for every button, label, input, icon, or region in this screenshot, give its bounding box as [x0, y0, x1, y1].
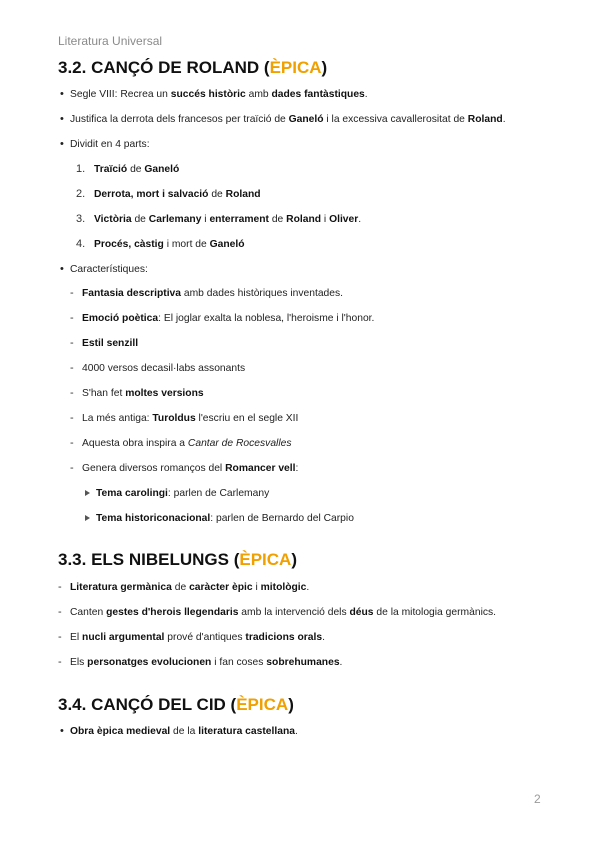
list-number: 3.: [76, 213, 86, 225]
section-title-cid: 3.4. CANÇÓ DEL CID (ÈPICA): [58, 695, 294, 714]
dash-icon: -: [70, 387, 74, 399]
bullet-icon: •: [60, 138, 64, 150]
list-item: El nucli argumental prové d'antiques tradicions orals.: [70, 632, 325, 643]
dash-icon: -: [58, 581, 62, 593]
dash-icon: -: [70, 337, 74, 349]
dash-icon: -: [58, 606, 62, 618]
feature-item: S'han fet moltes versions: [82, 388, 204, 399]
genre-tag: ÈPICA: [236, 695, 289, 714]
section-title-roland: 3.2. CANÇÓ DE ROLAND (ÈPICA): [58, 58, 328, 77]
page-number: 2: [534, 792, 541, 806]
arrow-bullet-icon: [85, 490, 90, 496]
bullet-icon: •: [60, 88, 64, 100]
list-number: 1.: [76, 163, 86, 175]
list-number: 4.: [76, 238, 86, 250]
list-item: Dividit en 4 parts:: [70, 139, 150, 150]
genre-tag: ÈPICA: [269, 58, 322, 77]
feature-item: Estil senzill: [82, 338, 139, 349]
part-item: Procés, càstig i mort de Ganeló: [94, 239, 245, 250]
running-header: Literatura Universal: [58, 34, 163, 48]
bullet-icon: •: [60, 113, 64, 125]
arrow-bullet-icon: [85, 515, 90, 521]
feature-item: Aquesta obra inspira a Cantar de Rocesvalles: [82, 438, 292, 449]
dash-icon: -: [70, 437, 74, 449]
list-number: 2.: [76, 188, 86, 200]
list-item: Justifica la derrota dels francesos per traïció de Ganeló i la excessiva cavallerositat de Roland.: [70, 114, 506, 125]
dash-icon: -: [58, 656, 62, 668]
feature-item: Emoció poètica: El joglar exalta la noblesa, l'heroisme i l'honor.: [82, 313, 375, 324]
dash-icon: -: [70, 312, 74, 324]
dash-icon: -: [70, 412, 74, 424]
list-item: Segle VIII: Recrea un succés històric amb dades fantàstiques.: [70, 89, 368, 100]
dash-icon: -: [70, 462, 74, 474]
sub-feature-item: Tema carolingi: parlen de Carlemany: [96, 488, 270, 499]
feature-item: Fantasia descriptiva amb dades històriques inventades.: [82, 288, 344, 299]
part-item: Victòria de Carlemany i enterrament de Roland i Oliver.: [94, 214, 362, 225]
list-item: Obra èpica medieval de la literatura castellana.: [70, 726, 298, 737]
sub-feature-item: Tema historiconacional: parlen de Bernardo del Carpio: [96, 513, 354, 524]
feature-item: La més antiga: Turoldus l'escriu en el segle XII: [82, 413, 299, 424]
part-item: Traïció de Ganeló: [94, 164, 180, 175]
dash-icon: -: [70, 362, 74, 374]
list-item: Els personatges evolucionen i fan coses sobrehumanes.: [70, 657, 343, 668]
bullet-icon: •: [60, 725, 64, 737]
list-item: Canten gestes d'herois llegendaris amb la intervenció dels déus de la mitologia germànics.: [70, 607, 497, 618]
dash-icon: -: [58, 631, 62, 643]
list-item: Literatura germànica de caràcter èpic i mitològic.: [70, 582, 310, 593]
list-item: Característiques:: [70, 264, 148, 275]
dash-icon: -: [70, 287, 74, 299]
bullet-icon: •: [60, 263, 64, 275]
genre-tag: ÈPICA: [239, 550, 292, 569]
feature-item: 4000 versos decasil·labs assonants: [82, 363, 246, 374]
part-item: Derrota, mort i salvació de Roland: [94, 189, 261, 200]
section-title-nibelungs: 3.3. ELS NIBELUNGS (ÈPICA): [58, 550, 298, 569]
feature-item: Genera diversos romanços del Romancer vell:: [82, 463, 299, 474]
